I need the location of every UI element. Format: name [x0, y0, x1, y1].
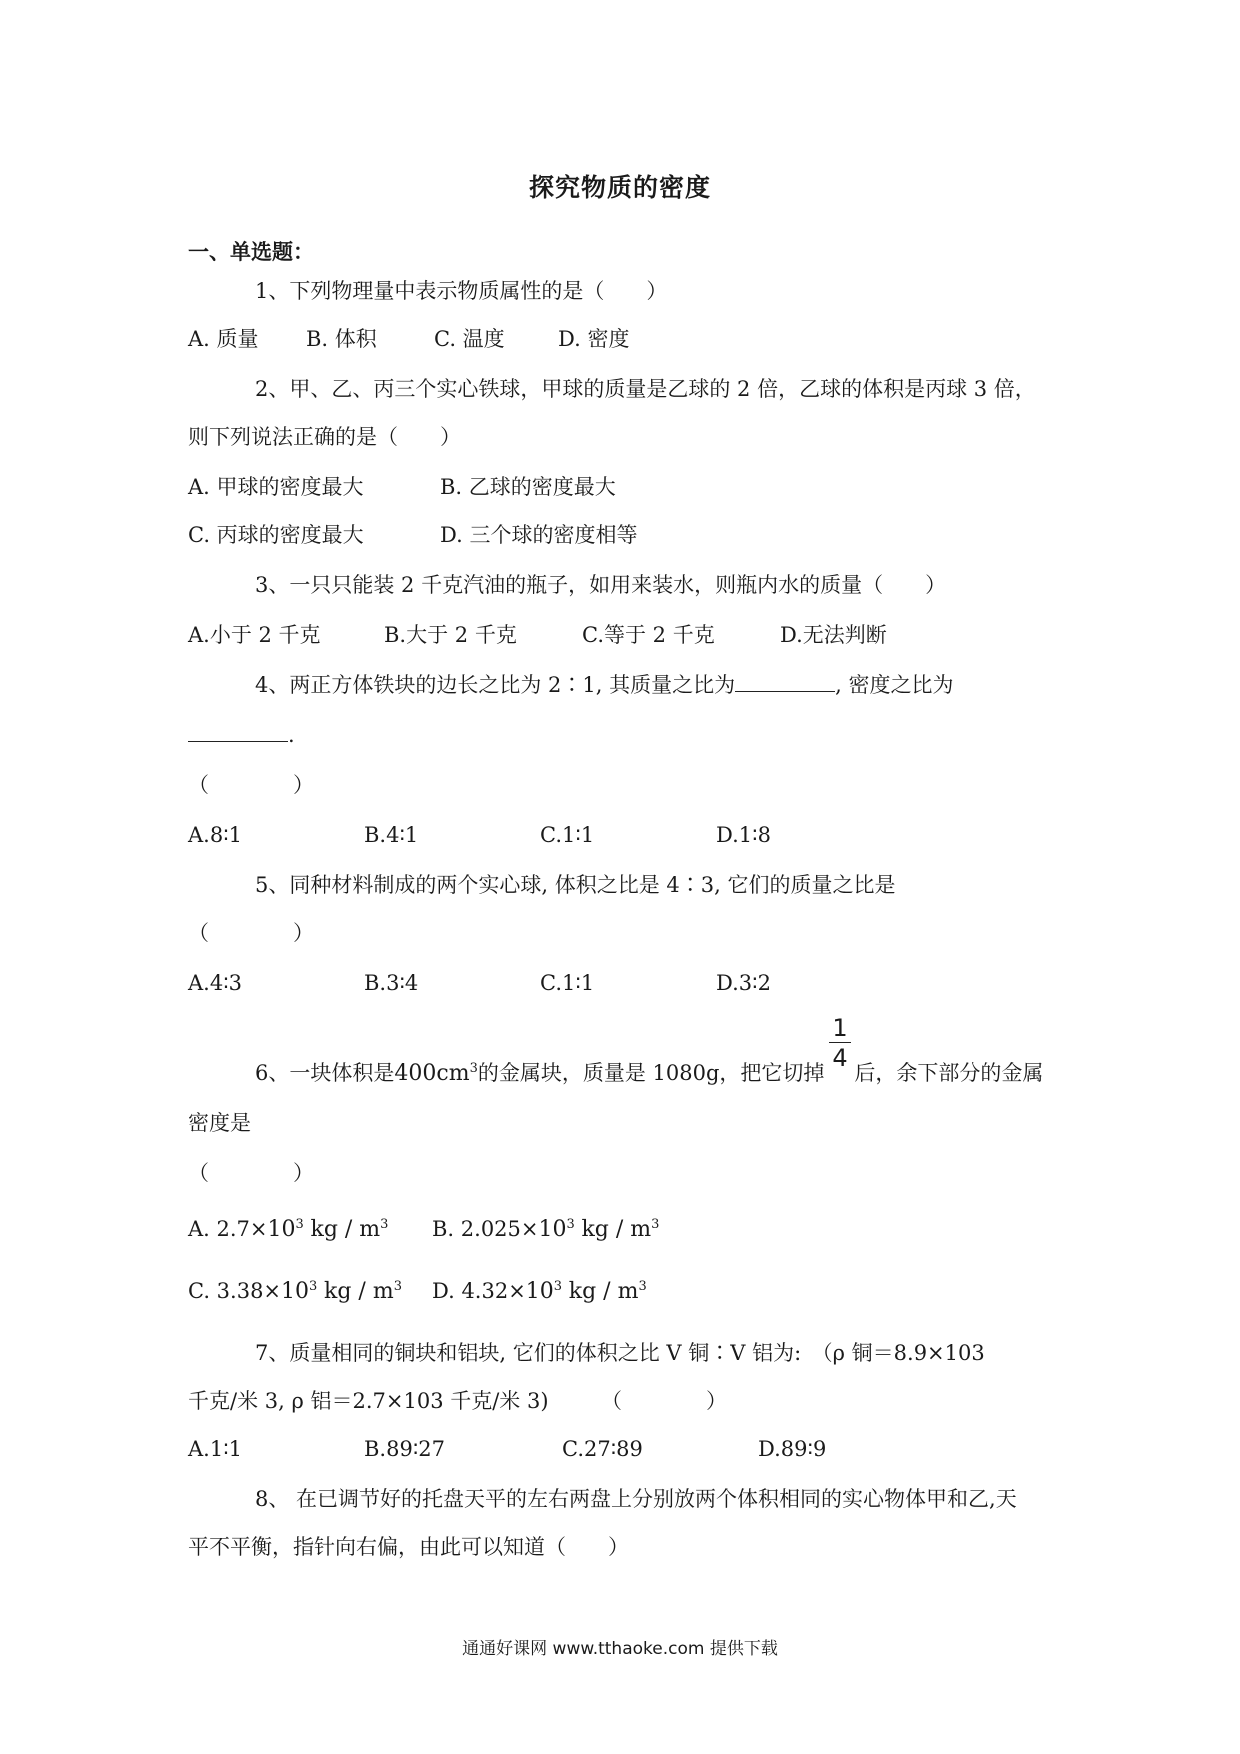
q6-option-a-exp: 3 [295, 1217, 304, 1232]
q4-option-b: B.4∶1 [364, 823, 419, 847]
q2-option-b: B. 乙球的密度最大 [440, 475, 616, 499]
q6-option-c-exp: 3 [309, 1279, 318, 1294]
q6-option-a-prefix: A. 2.7× [188, 1217, 268, 1241]
question-3-options [188, 620, 1088, 650]
q6-option-d-unit: kg / m [568, 1279, 639, 1304]
q1-option-d: D. 密度 [558, 327, 630, 351]
q6-option-c-base: 10 [281, 1279, 310, 1304]
question-5-stem: 5、同种材料制成的两个实心球, 体积之比是 4∶3, 它们的质量之比是 [255, 873, 896, 897]
question-2-options-row2 [188, 520, 1088, 550]
q6-option-c-unit-exp: 3 [393, 1279, 402, 1294]
q7-option-a: A.1∶1 [188, 1437, 243, 1461]
q6-volume-exp: 3 [469, 1061, 478, 1076]
q3-option-c: C.等于 2 千克 [582, 623, 715, 647]
q6-option-d-base: 10 [525, 1279, 554, 1304]
q6-option-d-unit-exp: 3 [638, 1279, 647, 1294]
question-6-options-row2 [188, 1276, 1088, 1312]
question-4-options [188, 820, 1088, 850]
question-4-paren: （ ） [188, 773, 314, 797]
q4-stem-end: . [288, 723, 295, 747]
q6-option-b-unit: kg / m [581, 1217, 652, 1242]
question-2-stem-line2: 则下列说法正确的是（ ） [188, 425, 461, 449]
q6-option-c-prefix: C. 3.38× [188, 1279, 282, 1303]
question-1-stem: 1、下列物理量中表示物质属性的是（ ） [255, 279, 668, 303]
q6-fraction [829, 1014, 851, 1073]
q7-option-d: D.89∶9 [758, 1437, 827, 1461]
question-7-options [188, 1434, 1088, 1464]
question-1-options [188, 324, 1088, 354]
q5-option-c: C.1∶1 [540, 971, 595, 995]
q4-option-d: D.1∶8 [716, 823, 771, 847]
question-4-stem [255, 670, 953, 700]
q6-option-c [188, 1276, 402, 1307]
q5-option-a: A.4∶3 [188, 971, 243, 995]
q5-option-b: B.3∶4 [364, 971, 419, 995]
q1-option-b: B. 体积 [306, 327, 377, 351]
page-title: 探究物质的密度 [528, 173, 711, 202]
q3-option-a: A.小于 2 千克 [188, 623, 321, 647]
q6-option-a-base: 10 [267, 1217, 296, 1242]
q6-stem-part1: 6、一块体积是 [255, 1061, 395, 1085]
q4-blank-mass-ratio [735, 671, 835, 692]
q4-blank-density-ratio [188, 721, 288, 742]
q6-option-b-exp: 3 [566, 1217, 575, 1232]
q1-option-c: C. 温度 [434, 327, 505, 351]
question-6-options-row1 [188, 1214, 1088, 1250]
section-heading: 一、单选题： [188, 240, 314, 264]
question-2-options-row1 [188, 472, 1088, 502]
q6-option-a-unit: kg / m [310, 1217, 381, 1242]
q6-option-d-exp: 3 [553, 1279, 563, 1294]
q6-option-b [432, 1214, 659, 1245]
q6-option-b-unit-exp: 3 [651, 1217, 660, 1232]
page-footer: 通通好课网 www.tthaoke.com 提供下载 [462, 1639, 778, 1659]
question-5-paren: （ ） [188, 921, 314, 945]
q6-volume: 400cm [394, 1061, 470, 1086]
question-7-stem-line2: 千克/米 3, ρ 铝＝2.7×103 千克/米 3) （ ） [188, 1389, 728, 1413]
q6-option-a-unit-exp: 3 [380, 1217, 389, 1232]
q4-option-a: A.8∶1 [188, 823, 243, 847]
q6-option-d-prefix: D. 4.32× [432, 1279, 526, 1303]
q2-option-a: A. 甲球的密度最大 [188, 475, 364, 499]
q6-stem-part3: 后，余下部分的金属 [854, 1061, 1044, 1085]
question-5-options [188, 968, 1088, 998]
question-6-paren: （ ） [188, 1161, 314, 1185]
question-6-stem [255, 1058, 1043, 1089]
q1-option-a: A. 质量 [188, 327, 259, 351]
q2-option-d: D. 三个球的密度相等 [440, 523, 638, 547]
q6-stem-part2: 的金属块，质量是 1080g，把它切掉 [477, 1061, 825, 1085]
q6-option-b-base: 10 [538, 1217, 567, 1242]
q6-option-c-unit: kg / m [324, 1279, 394, 1304]
q7-option-c: C.27∶89 [562, 1437, 643, 1461]
q6-fraction-denominator: 4 [832, 1044, 848, 1072]
q6-option-b-prefix: B. 2.025× [432, 1217, 539, 1241]
q6-fraction-numerator: 1 [829, 1014, 851, 1043]
q2-option-c: C. 丙球的密度最大 [188, 523, 364, 547]
question-6-stem-line2: 密度是 [188, 1111, 251, 1135]
question-4-blank-line [188, 720, 295, 750]
q4-option-c: C.1∶1 [540, 823, 595, 847]
q7-option-b: B.89∶27 [364, 1437, 446, 1461]
q3-option-d: D.无法判断 [780, 623, 887, 647]
q4-stem-part1: 4、两正方体铁块的边长之比为 2∶1, 其质量之比为 [255, 673, 736, 697]
q6-option-a [188, 1214, 388, 1245]
question-3-stem: 3、一只只能装 2 千克汽油的瓶子，如用来装水，则瓶内水的质量（ ） [255, 573, 947, 597]
question-8-stem-line1: 8、 在已调节好的托盘天平的左右两盘上分别放两个体积相同的实心物体甲和乙,天 [255, 1487, 1017, 1511]
q4-stem-part2: , 密度之比为 [835, 673, 954, 697]
question-2-stem-line1: 2、甲、乙、丙三个实心铁球，甲球的质量是乙球的 2 倍，乙球的体积是丙球 3 倍， [255, 377, 1036, 401]
q3-option-b: B.大于 2 千克 [384, 623, 517, 647]
question-8-stem-line2: 平不平衡，指针向右偏，由此可以知道（ ） [188, 1535, 629, 1559]
q5-option-d: D.3∶2 [716, 971, 771, 995]
question-7-stem-line1: 7、质量相同的铜块和铝块, 它们的体积之比 V 铜∶V 铝为: （ρ 铜＝8.9×103 [255, 1341, 985, 1365]
q6-option-d [432, 1276, 647, 1307]
